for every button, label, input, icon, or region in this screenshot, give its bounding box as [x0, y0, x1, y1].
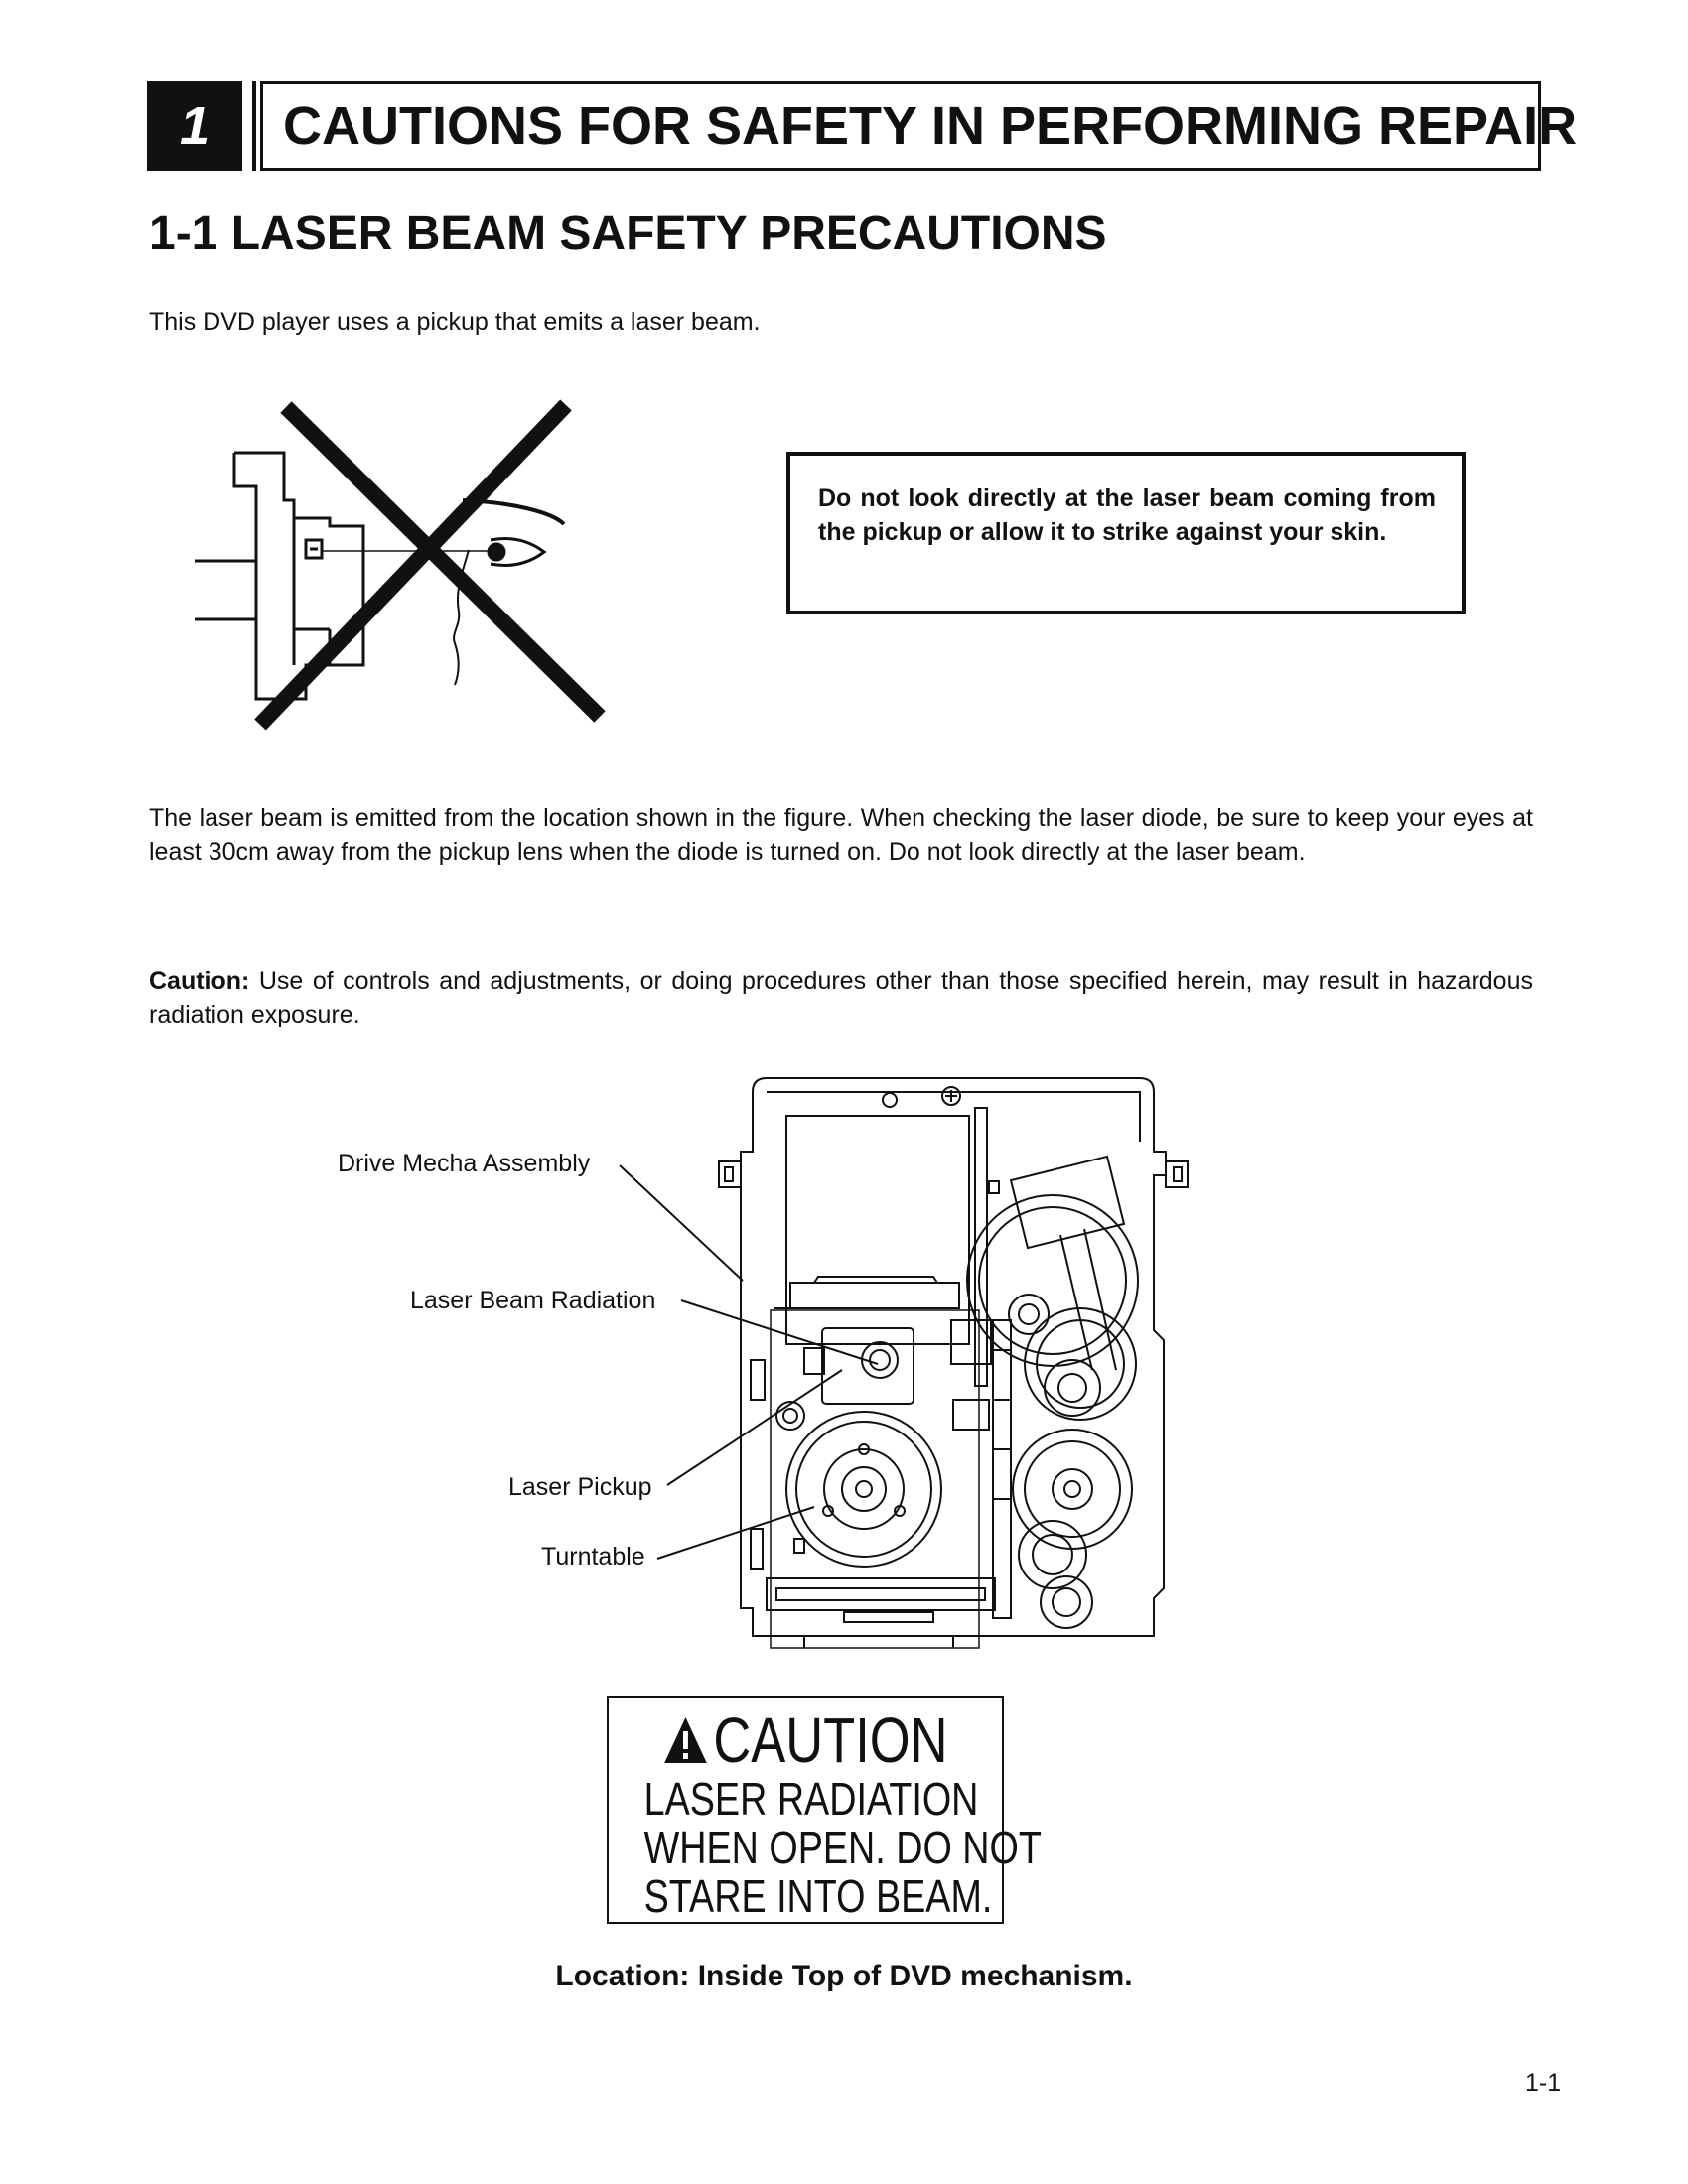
caution-paragraph-label: Caution:: [149, 967, 250, 995]
section-title: CAUTIONS FOR SAFETY IN PERFORMING REPAIR: [283, 96, 1578, 156]
caution-line-2: WHEN OPEN. DO NOT: [643, 1822, 1042, 1873]
section-divider: [252, 81, 256, 171]
section-header: [147, 81, 1578, 171]
caution-line-3: STARE INTO BEAM.: [643, 1870, 993, 1922]
label-drive-mecha-assembly: Drive Mecha Assembly: [338, 1150, 591, 1177]
warning-box: Do not look directly at the laser beam coming from the pickup or allow it to strike against your skin.: [786, 452, 1466, 614]
caution-paragraph: [149, 964, 1533, 1031]
caution-heading-text: CAUTION: [713, 1705, 948, 1776]
label-laser-beam-radiation: Laser Beam Radiation: [410, 1287, 656, 1314]
caution-line-1: LASER RADIATION: [643, 1773, 979, 1825]
section-title-box: [260, 81, 1578, 171]
warning-triangle-icon: [663, 1715, 709, 1765]
location-caption: Location: Inside Top of DVD mechanism.: [555, 1960, 1133, 1992]
dvd-mechanism-diagram: [695, 1072, 1192, 1648]
caution-paragraph-text: Use of controls and adjustments, or doing procedures other than those specified herein, may result in hazardous radiation exposure.: [149, 967, 1533, 1028]
subsection-title: 1-1 LASER BEAM SAFETY PRECAUTIONS: [149, 207, 1107, 260]
intro-text: This DVD player uses a pickup that emits a laser beam.: [149, 308, 761, 336]
section-number: 1: [147, 81, 242, 171]
label-turntable: Turntable: [541, 1543, 645, 1570]
caution-heading: [644, 1706, 967, 1775]
do-not-look-illustration: [195, 401, 612, 739]
laser-beam-paragraph: The laser beam is emitted from the location shown in the figure. When checking the laser diode, be sure to keep your eyes at least 30cm away from the pickup lens when the diode is turned on. Do not look directly at the laser beam.: [149, 804, 1533, 866]
page-number: 1-1: [1525, 2069, 1562, 2097]
label-laser-pickup: Laser Pickup: [508, 1473, 652, 1501]
caution-label: [607, 1696, 1042, 1924]
